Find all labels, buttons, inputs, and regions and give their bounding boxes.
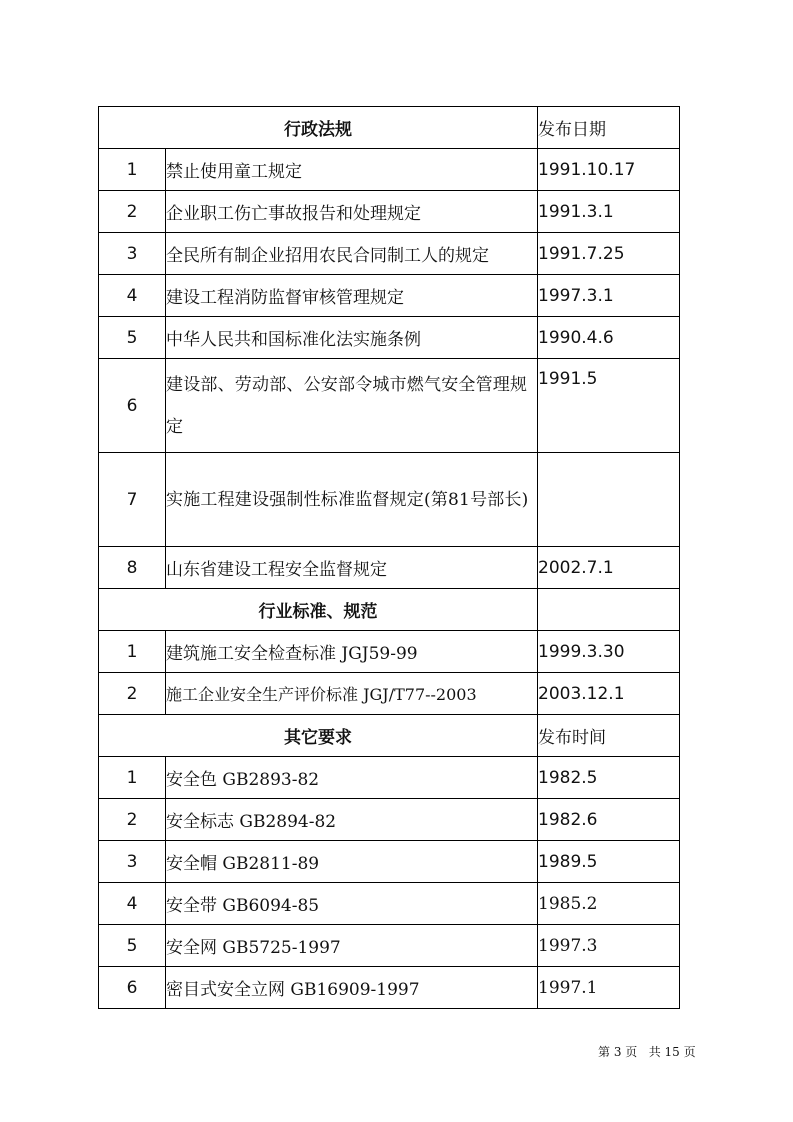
regulation-name: 山东省建设工程安全监督规定 xyxy=(166,547,538,589)
table-row xyxy=(99,149,680,191)
publish-date: 1997.1 xyxy=(538,967,680,1009)
publish-date: 1991.3.1 xyxy=(538,191,680,233)
publish-date: 1991.7.25 xyxy=(538,233,680,275)
row-number: 2 xyxy=(99,799,166,841)
table-row xyxy=(99,191,680,233)
publish-date: 1982.5 xyxy=(538,757,680,799)
date-column-header: 发布日期 xyxy=(538,107,680,149)
row-number: 4 xyxy=(99,275,166,317)
table-row xyxy=(99,317,680,359)
regulation-name: 企业职工伤亡事故报告和处理规定 xyxy=(166,191,538,233)
row-number: 8 xyxy=(99,547,166,589)
table-row xyxy=(99,757,680,799)
page-footer xyxy=(598,1043,696,1060)
date-column-header xyxy=(538,589,680,631)
table-row xyxy=(99,359,680,453)
row-number: 1 xyxy=(99,631,166,673)
publish-date: 2002.7.1 xyxy=(538,547,680,589)
publish-date: 1999.3.30 xyxy=(538,631,680,673)
row-number: 1 xyxy=(99,757,166,799)
date-column-header: 发布时间 xyxy=(538,715,680,757)
row-number: 5 xyxy=(99,317,166,359)
table-row xyxy=(99,925,680,967)
regulation-name: 建筑施工安全检查标准 JGJ59-99 xyxy=(166,631,538,673)
table-row xyxy=(99,453,680,547)
section-header-row xyxy=(99,715,680,757)
section-header-row xyxy=(99,589,680,631)
publish-date: 1985.2 xyxy=(538,883,680,925)
table-row xyxy=(99,841,680,883)
table-row xyxy=(99,233,680,275)
row-number: 2 xyxy=(99,673,166,715)
table-row xyxy=(99,967,680,1009)
regulation-name: 密目式安全立网 GB16909-1997 xyxy=(166,967,538,1009)
regulation-name: 建设部、劳动部、公安部令城市燃气安全管理规定 xyxy=(166,359,538,453)
regulation-name: 实施工程建设强制性标准监督规定(第81号部长) xyxy=(166,453,538,547)
table-row xyxy=(99,547,680,589)
publish-date xyxy=(538,453,680,547)
publish-date: 1990.4.6 xyxy=(538,317,680,359)
row-number: 4 xyxy=(99,883,166,925)
section-title: 行政法规 xyxy=(99,107,538,149)
table-row xyxy=(99,673,680,715)
table-row xyxy=(99,799,680,841)
page-number: 第 3 页 xyxy=(598,1045,638,1059)
regulation-name: 安全带 GB6094-85 xyxy=(166,883,538,925)
regulation-name: 施工企业安全生产评价标准 JGJ/T77--2003 xyxy=(166,673,538,715)
publish-date: 1989.5 xyxy=(538,841,680,883)
row-number: 2 xyxy=(99,191,166,233)
publish-date: 1982.6 xyxy=(538,799,680,841)
page-total: 共 15 页 xyxy=(648,1045,696,1059)
regulation-name: 全民所有制企业招用农民合同制工人的规定 xyxy=(166,233,538,275)
publish-date: 1997.3.1 xyxy=(538,275,680,317)
publish-date: 1991.5 xyxy=(538,359,680,453)
regulation-name: 安全网 GB5725-1997 xyxy=(166,925,538,967)
row-number: 6 xyxy=(99,359,166,453)
row-number: 5 xyxy=(99,925,166,967)
row-number: 6 xyxy=(99,967,166,1009)
section-header-row xyxy=(99,107,680,149)
regulation-name: 建设工程消防监督审核管理规定 xyxy=(166,275,538,317)
section-title: 行业标准、规范 xyxy=(99,589,538,631)
table-row xyxy=(99,631,680,673)
section-title: 其它要求 xyxy=(99,715,538,757)
regulation-name: 禁止使用童工规定 xyxy=(166,149,538,191)
regulation-name: 中华人民共和国标准化法实施条例 xyxy=(166,317,538,359)
row-number: 1 xyxy=(99,149,166,191)
regulations-table xyxy=(98,106,680,1009)
publish-date: 2003.12.1 xyxy=(538,673,680,715)
publish-date: 1997.3 xyxy=(538,925,680,967)
table-row xyxy=(99,883,680,925)
regulation-name: 安全帽 GB2811-89 xyxy=(166,841,538,883)
row-number: 7 xyxy=(99,453,166,547)
regulation-name: 安全标志 GB2894-82 xyxy=(166,799,538,841)
row-number: 3 xyxy=(99,841,166,883)
regulation-name: 安全色 GB2893-82 xyxy=(166,757,538,799)
row-number: 3 xyxy=(99,233,166,275)
publish-date: 1991.10.17 xyxy=(538,149,680,191)
table-row xyxy=(99,275,680,317)
